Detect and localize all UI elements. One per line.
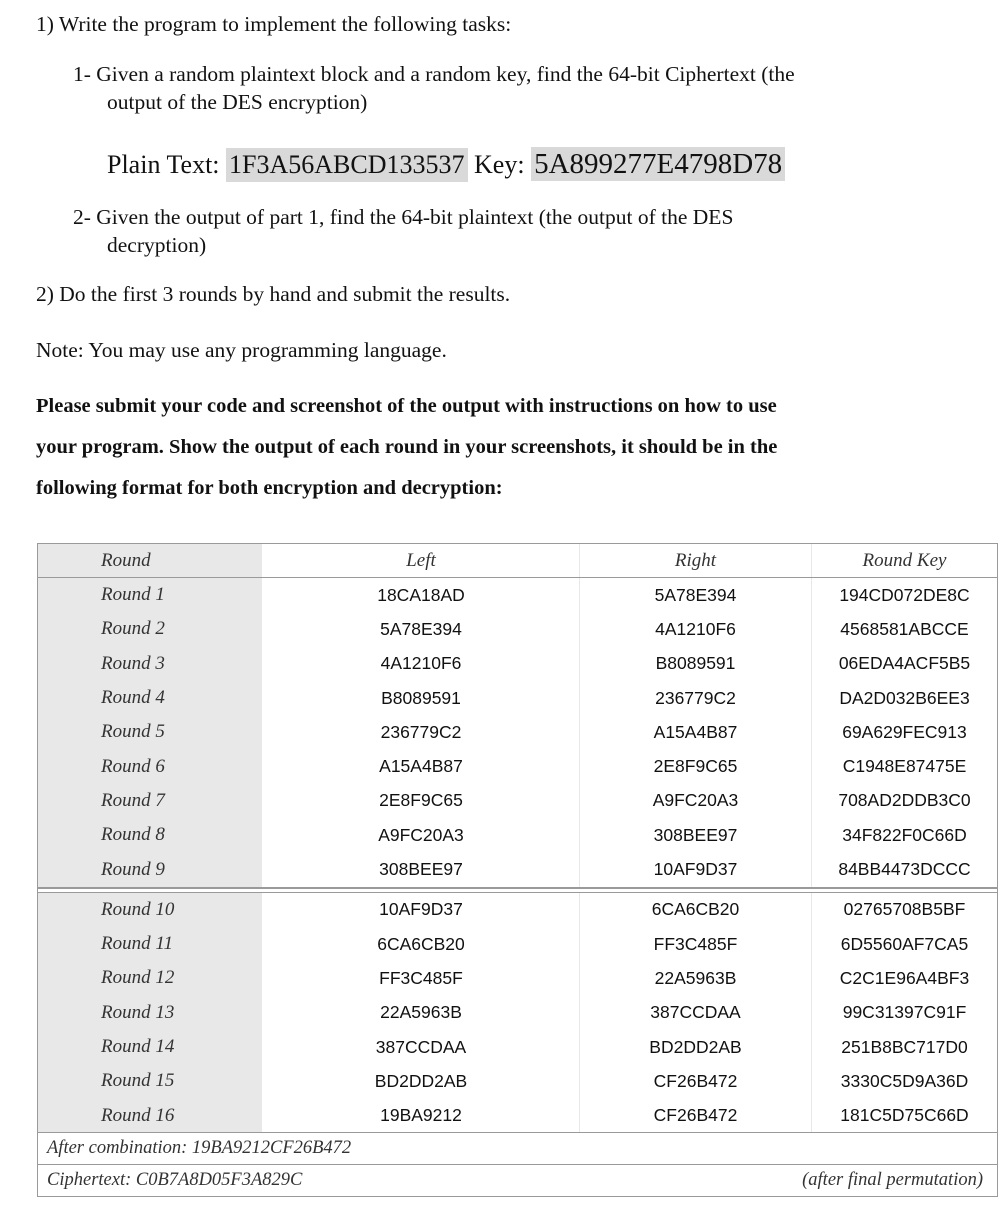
- left-value: 387CCDAA: [262, 1030, 579, 1064]
- key-label: Key:: [467, 150, 532, 179]
- right-value: 387CCDAA: [579, 996, 811, 1030]
- table-row: [38, 647, 997, 681]
- table-header-row: [38, 544, 997, 578]
- right-value: A15A4B87: [579, 715, 811, 749]
- right-value: 308BEE97: [579, 818, 811, 852]
- table-row: [38, 784, 997, 818]
- round-key-value: 6D5560AF7CA5: [811, 927, 997, 961]
- right-value: 6CA6CB20: [579, 893, 811, 927]
- round-key-value: 02765708B5BF: [811, 893, 997, 927]
- round-key-value: 708AD2DDB3C0: [811, 784, 997, 818]
- table-row: [38, 961, 997, 995]
- round-label: Round 12: [101, 967, 175, 989]
- table-row: [38, 893, 997, 927]
- round-label: Round 7: [101, 789, 165, 811]
- round-key-value: C1948E87475E: [811, 749, 997, 783]
- round-label: Round 16: [101, 1104, 175, 1126]
- round-key-value: 4568581ABCCE: [811, 612, 997, 646]
- round-label: Round 8: [101, 824, 165, 846]
- right-value: CF26B472: [579, 1098, 811, 1132]
- table-block-2: [38, 893, 997, 1133]
- round-key-value: 69A629FEC913: [811, 715, 997, 749]
- right-value: BD2DD2AB: [579, 1030, 811, 1064]
- note: Note: You may use any programming language.: [36, 338, 447, 362]
- round-key-value: C2C1E96A4BF3: [811, 961, 997, 995]
- task-2-line-1: 2- Given the output of part 1, find the 64-bit plaintext (the output of the DES: [73, 205, 734, 229]
- left-value: 18CA18AD: [262, 578, 579, 612]
- right-value: 22A5963B: [579, 961, 811, 995]
- right-value: 236779C2: [579, 681, 811, 715]
- left-value: B8089591: [262, 681, 579, 715]
- header-round-key: Round Key: [811, 544, 997, 577]
- left-value: 19BA9212: [262, 1098, 579, 1132]
- table-row: [38, 681, 997, 715]
- round-key-value: 34F822F0C66D: [811, 818, 997, 852]
- right-value: A9FC20A3: [579, 784, 811, 818]
- round-label: Round 15: [101, 1070, 175, 1092]
- table-row: [38, 578, 997, 612]
- question-1-heading: 1) Write the program to implement the following tasks:: [36, 12, 512, 36]
- after-combination-row: [37, 1132, 998, 1165]
- round-label: Round 9: [101, 858, 165, 880]
- table-row: [38, 1030, 997, 1064]
- ciphertext: Ciphertext: C0B7A8D05F3A829C: [47, 1170, 303, 1190]
- left-value: A9FC20A3: [262, 818, 579, 852]
- round-label: Round 2: [101, 618, 165, 640]
- instructions-line-1: Please submit your code and screenshot of the output with instructions on how to use: [36, 395, 777, 417]
- key-value: 5A899277E4798D78: [531, 147, 785, 181]
- rounds-table: [37, 543, 998, 1134]
- right-value: 5A78E394: [579, 578, 811, 612]
- table-row: [38, 996, 997, 1030]
- round-key-value: 99C31397C91F: [811, 996, 997, 1030]
- plaintext-label: Plain Text:: [107, 150, 227, 179]
- left-value: 308BEE97: [262, 852, 579, 886]
- header-right: Right: [579, 544, 811, 577]
- table-row: [38, 612, 997, 646]
- table-row: [38, 1064, 997, 1098]
- left-value: A15A4B87: [262, 749, 579, 783]
- round-key-value: 194CD072DE8C: [811, 578, 997, 612]
- task-2-line-2: decryption): [107, 233, 207, 257]
- left-value: 22A5963B: [262, 996, 579, 1030]
- right-value: FF3C485F: [579, 927, 811, 961]
- plaintext-key-line: [107, 147, 785, 182]
- left-value: 5A78E394: [262, 612, 579, 646]
- after-combination: After combination: 19BA9212CF26B472: [47, 1138, 352, 1158]
- task-1-line-2: output of the DES encryption): [107, 90, 368, 114]
- table-row: [38, 927, 997, 961]
- round-label: Round 3: [101, 652, 165, 674]
- ciphertext-row: [37, 1164, 998, 1197]
- round-label: Round 5: [101, 721, 165, 743]
- round-key-value: 06EDA4ACF5B5: [811, 647, 997, 681]
- round-key-value: 3330C5D9A36D: [811, 1064, 997, 1098]
- right-value: 2E8F9C65: [579, 749, 811, 783]
- right-value: 10AF9D37: [579, 852, 811, 886]
- round-label: Round 1: [101, 584, 165, 606]
- right-value: B8089591: [579, 647, 811, 681]
- left-value: 10AF9D37: [262, 893, 579, 927]
- question-2: 2) Do the first 3 rounds by hand and submit the results.: [36, 282, 511, 306]
- left-value: 236779C2: [262, 715, 579, 749]
- round-label: Round 13: [101, 1001, 175, 1023]
- round-label: Round 10: [101, 898, 175, 920]
- round-key-value: DA2D032B6EE3: [811, 681, 997, 715]
- table-row: [38, 818, 997, 852]
- instructions-line-3: following format for both encryption and decryption:: [36, 477, 503, 499]
- table-row: [38, 1098, 997, 1132]
- plaintext-value: 1F3A56ABCD133537: [226, 148, 467, 182]
- left-value: 6CA6CB20: [262, 927, 579, 961]
- table-block-1: [38, 544, 997, 888]
- table-row: [38, 852, 997, 886]
- task-1-line-1: 1- Given a random plaintext block and a random key, find the 64-bit Ciphertext (the: [73, 62, 795, 86]
- round-label: Round 14: [101, 1036, 175, 1057]
- table-row: [38, 715, 997, 749]
- round-key-value: 181C5D75C66D: [811, 1098, 997, 1132]
- round-label: Round 11: [101, 933, 173, 955]
- round-key-value: 84BB4473DCCC: [811, 852, 997, 886]
- right-value: CF26B472: [579, 1064, 811, 1098]
- round-label: Round 6: [101, 755, 165, 777]
- round-key-value: 251B8BC717D0: [811, 1030, 997, 1064]
- left-value: BD2DD2AB: [262, 1064, 579, 1098]
- table-row: [38, 749, 997, 783]
- round-label: Round 4: [101, 687, 165, 709]
- left-value: 2E8F9C65: [262, 784, 579, 818]
- ciphertext-note: (after final permutation): [802, 1170, 983, 1190]
- header-left: Left: [262, 544, 579, 577]
- header-round: Round: [101, 549, 151, 571]
- left-value: 4A1210F6: [262, 647, 579, 681]
- right-value: 4A1210F6: [579, 612, 811, 646]
- instructions-line-2: your program. Show the output of each round in your screenshots, it should be in the: [36, 436, 778, 458]
- left-value: FF3C485F: [262, 961, 579, 995]
